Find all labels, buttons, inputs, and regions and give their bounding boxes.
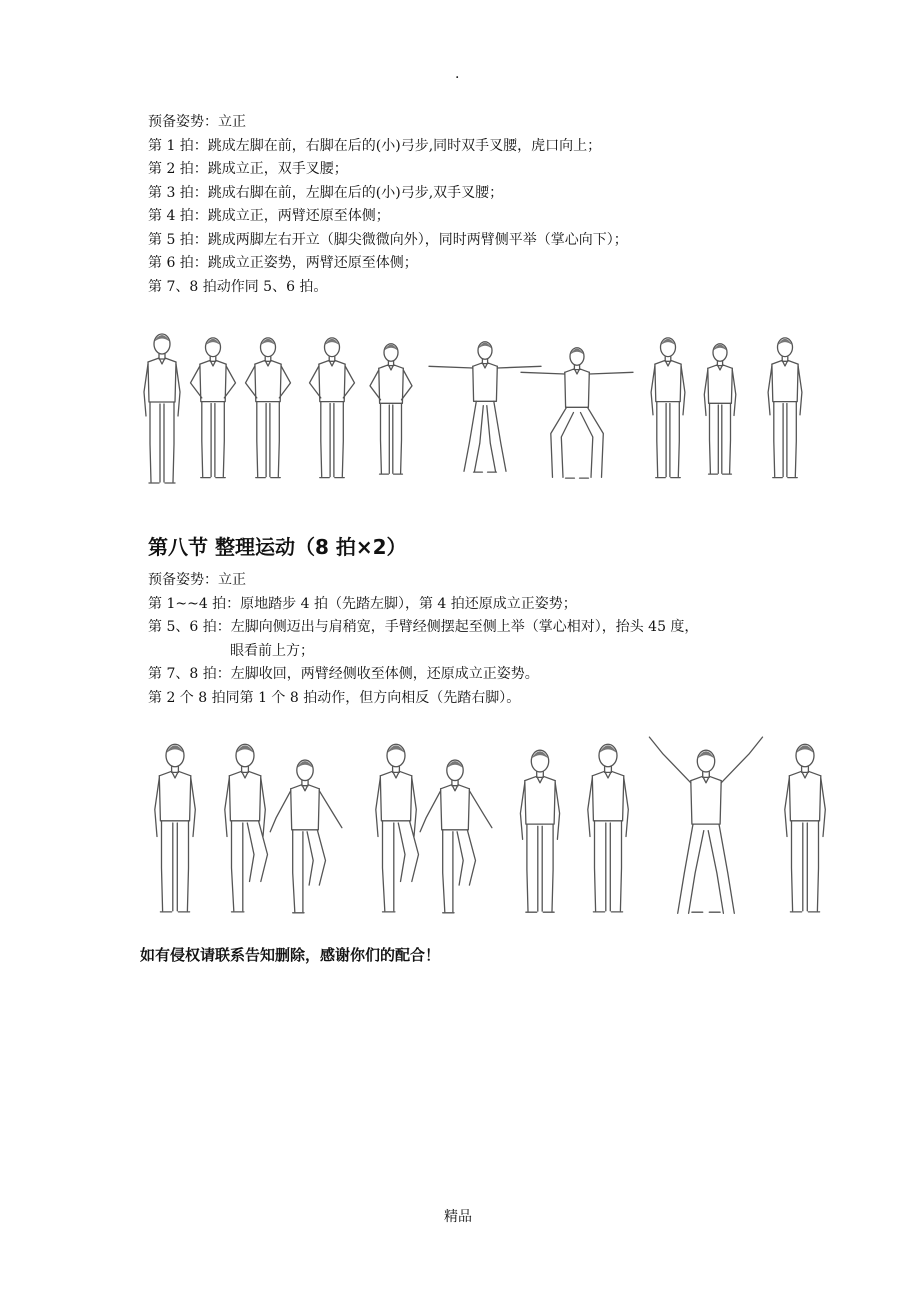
figure-stand (651, 338, 685, 478)
section8-figure-illustration (140, 718, 830, 928)
figure-hips (191, 338, 236, 478)
instruction-line: 第 2 拍：跳成立正，双手叉腰； (148, 161, 348, 177)
section7-figure-illustration (140, 330, 820, 495)
copyright-notice: 如有侵权请联系告知删除，感谢你们的配合！ (140, 946, 441, 964)
instruction-line: 第 5 拍：跳成两脚左右开立（脚尖微微向外），同时两臂侧平举（掌心向下）； (148, 231, 628, 248)
figure-stand (155, 744, 196, 912)
figure-wide-squat (521, 348, 633, 478)
figure-march-side (420, 760, 492, 913)
figure-stand (768, 338, 802, 478)
figure-stand (520, 750, 559, 912)
figure-hips (370, 344, 412, 474)
instruction-line: 预备姿势：立正 (148, 114, 246, 130)
instruction-line: 第 7、8 拍动作同 5、6 拍。 (148, 278, 328, 295)
instruction-line: 第 4 拍：跳成立正，两臂还原至体侧； (148, 208, 390, 224)
figure-stand (144, 334, 180, 483)
figure-march (376, 744, 419, 912)
instruction-line: 第 2 个 8 拍同第 1 个 8 拍动作，但方向相反（先踏右脚）。 (148, 689, 521, 706)
section8-instructions (148, 569, 698, 710)
instruction-line: 第 3 拍：跳成右脚在前，左脚在后的(小)弓步,双手叉腰； (148, 184, 504, 201)
figure-march-side (270, 760, 342, 913)
figure-stand (704, 344, 736, 474)
instruction-line: 第 1~~4 拍：原地踏步 4 拍（先踏左脚），第 4 拍还原成立正姿势； (148, 595, 577, 612)
figure-hips (246, 338, 291, 478)
section8-title: 第八节 整理运动（8 拍×2） (148, 535, 407, 559)
instruction-line: 眼看前上方； (230, 642, 314, 659)
figure-stand (588, 744, 629, 912)
figure-march (225, 744, 268, 912)
page-footer: 精品 (444, 1209, 472, 1225)
figure-hips (310, 338, 355, 478)
figure-jump-spread (429, 342, 541, 472)
instruction-line: 第 7、8 拍：左脚收回，两臂经侧收至体侧，还原成立正姿势。 (148, 666, 539, 682)
figure-v-arms (649, 737, 762, 913)
figure-stand (785, 744, 826, 912)
instruction-line: 第 1 拍：跳成左脚在前，右脚在后的(小)弓步,同时双手叉腰，虎口向上； (148, 137, 602, 154)
instruction-line: 第 6 拍：跳成立正姿势，两臂还原至体侧； (148, 255, 418, 271)
instruction-line: 第 5、6 拍：左脚向侧迈出与肩稍宽，手臂经侧摆起至侧上举（掌心相对），抬头 45 度， (148, 619, 699, 635)
page-marker: · (455, 70, 460, 86)
section7-instructions (148, 111, 628, 299)
instruction-line: 预备姿势：立正 (148, 572, 246, 588)
